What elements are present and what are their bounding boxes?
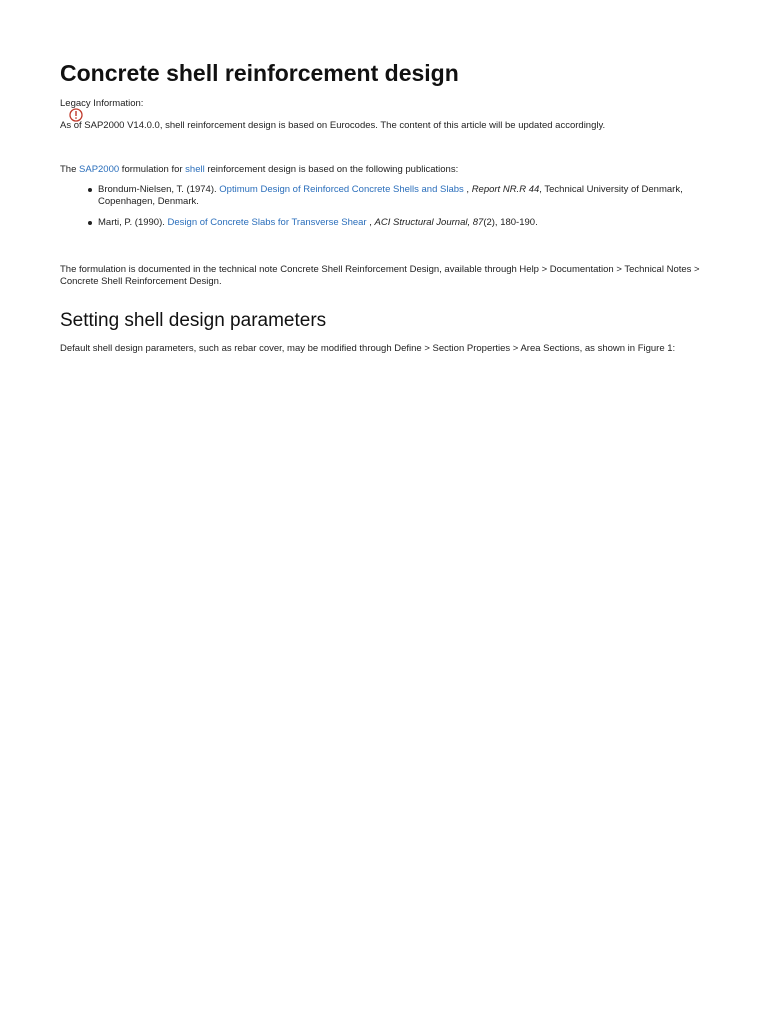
pub-journal: Report NR.R 44 [471, 184, 540, 195]
pub-journal: ACI Structural Journal, 87 [374, 217, 484, 228]
pub-details: (2), 180-190. [483, 217, 538, 228]
intro-prefix: The [60, 164, 80, 175]
list-item [60, 217, 700, 229]
pub-separator: , [463, 184, 472, 195]
section-heading: Setting shell design parameters [60, 310, 327, 331]
sap2000-link[interactable]: SAP2000 [79, 164, 120, 175]
default-params-paragraph: Default shell design parameters, such as rebar cover, may be modified through Define > Section Properties > Area Sections, as shown in Figure 1: [60, 343, 676, 354]
intro-suffix: reinforcement design is based on the following publications: [204, 164, 459, 175]
pub-separator: , [366, 217, 375, 228]
pub-title-link[interactable]: Optimum Design of Reinforced Concrete Shells and Slabs [219, 184, 464, 195]
pub-authors: Marti, P. (1990). [98, 217, 168, 228]
page-title: Concrete shell reinforcement design [60, 60, 459, 86]
intro-paragraph [60, 164, 458, 175]
legacy-text: As of SAP2000 V14.0.0, shell reinforcement design is based on Eurocodes. The content of this article will be updated accordingly. [60, 120, 606, 131]
formulation-paragraph: The formulation is documented in the technical note Concrete Shell Reinforcement Design, available through Help > Documentation > Technical Notes > Concrete Shell Reinforcement Design. [60, 264, 700, 287]
pub-details: , Technical University of Denmark, Copenhagen, Denmark. [98, 184, 683, 207]
publication-list [60, 184, 700, 238]
pub-title-link[interactable]: Design of Concrete Slabs for Transverse Shear [167, 217, 367, 228]
list-item [60, 184, 700, 208]
intro-middle: formulation for [119, 164, 186, 175]
pub-authors: Brondum-Nielsen, T. (1974). [98, 184, 220, 195]
legacy-label: Legacy Information: [60, 98, 144, 109]
shell-link[interactable]: shell [185, 164, 205, 175]
